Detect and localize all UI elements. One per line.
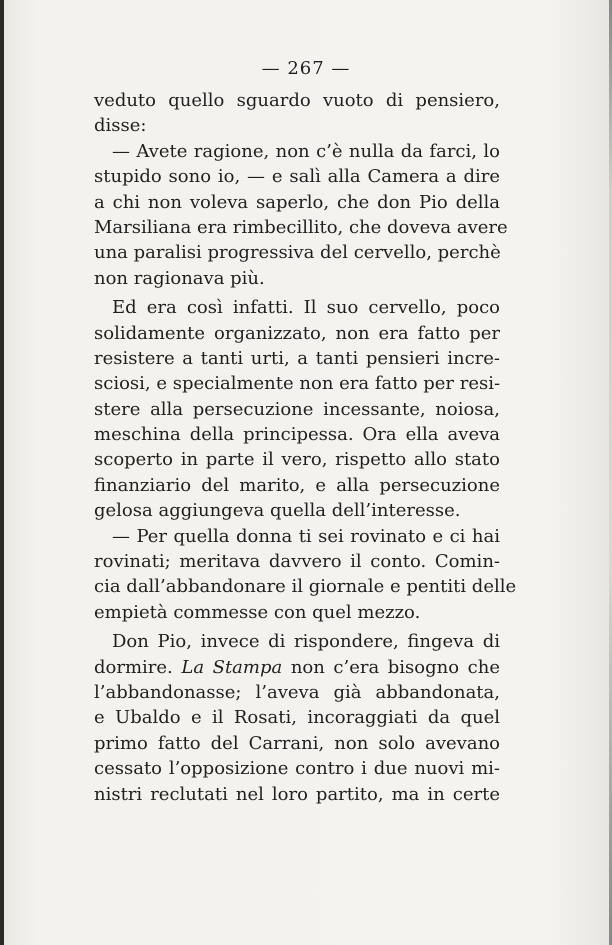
text-line: stere alla persecuzione incessante, noiosa,	[94, 398, 500, 420]
paragraph-1	[94, 88, 500, 139]
text-line: cessato l’opposizione contro i due nuovi mi-	[94, 758, 500, 780]
text-line: empietà commesse con quel mezzo.	[94, 601, 421, 623]
text-line: e Ubaldo e il Rosati, incoraggiati da quel	[94, 707, 500, 729]
text-line: non ragionava più.	[94, 267, 265, 289]
text-line: una paralisi progressiva del cervello, perchè	[94, 242, 501, 264]
paragraph-4	[94, 524, 517, 626]
newspaper-title: La Stampa	[181, 656, 283, 678]
text-line: Don Pio, invece di rispondere, fingeva di	[112, 631, 500, 653]
text-line: sciosi, e specialmente non era fatto per resi-	[94, 373, 501, 395]
page-number: — 267 —	[261, 58, 351, 79]
text-line: stupido sono io, — e salì alla Camera a dire	[94, 166, 500, 188]
text-line: finanziario del marito, e alla persecuzione	[94, 474, 500, 496]
text-line: cia dall’abbandonare il giornale e pentiti delle	[94, 576, 517, 598]
text-line-with-title	[94, 655, 500, 680]
text-fragment: dormire.	[94, 656, 173, 678]
text-line: solidamente organizzato, non era fatto per	[94, 322, 500, 344]
text-fragment: non c’era bisogno che	[290, 656, 500, 678]
paragraph-2	[94, 139, 508, 291]
text-line: scoperto in parte il vero, rispetto allo stato	[94, 449, 500, 471]
body-text	[94, 88, 517, 807]
text-line: rovinati; meritava davvero il conto. Comin-	[94, 551, 500, 573]
paragraph-3	[94, 295, 500, 524]
text-line: — Per quella donna ti sei rovinato e ci hai	[112, 525, 500, 547]
text-line: primo fatto del Carrani, non solo avevano	[94, 732, 500, 754]
text-line: l’abbandonasse; l’aveva già abbandonata,	[94, 681, 500, 703]
paragraph-5	[94, 629, 500, 807]
text-line: nistri reclutati nel loro partito, ma in certe	[94, 783, 500, 805]
text-line: — Avete ragione, non c’è nulla da farci, lo	[112, 140, 500, 162]
text-line: meschina della principessa. Ora ella aveva	[94, 424, 500, 446]
text-line: resistere a tanti urti, a tanti pensieri incre-	[94, 347, 500, 369]
text-line: Marsiliana era rimbecillito, che doveva avere	[94, 216, 508, 238]
page-left-edge	[0, 0, 4, 945]
text-line: a chi non voleva saperlo, che don Pio della	[94, 191, 500, 213]
text-line: gelosa aggiungeva quella dell’interesse.	[94, 500, 461, 522]
text-line: disse:	[94, 115, 147, 137]
text-line: Ed era così infatti. Il suo cervello, poco	[112, 297, 500, 319]
text-line: veduto quello sguardo vuoto di pensiero,	[94, 90, 500, 111]
